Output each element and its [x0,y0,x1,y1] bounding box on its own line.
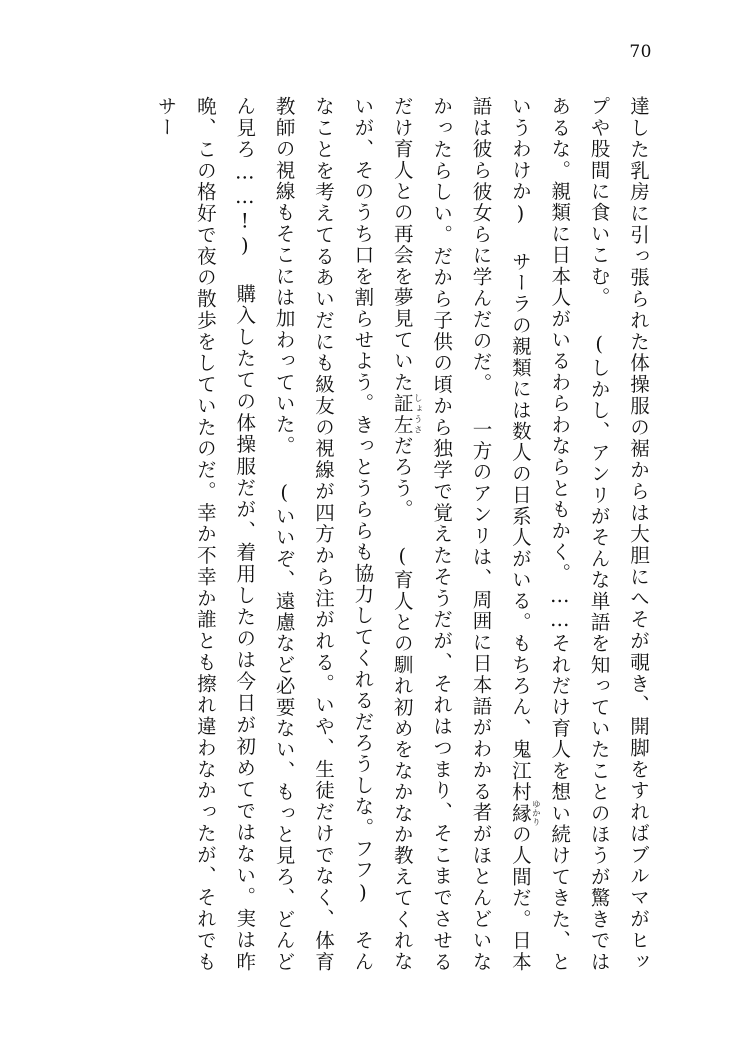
ruby-reading: しょうさ [412,392,423,435]
ruby-証左: 証左しょうさ [390,392,423,436]
page-body-text: 達した乳房に引っ張られた体操服の裾からは大胆にへそが覗き、開脚をすればブルマがヒップや股間に食いこむ。 (しかし、アンリがそんな単語を知っていたことのほうが驚きではあるな。親類に日本人がいるわらわならともかく。……それだけ育人を想い続けてきた、というわけか) サーラの親類には数人の日系人がいる。もちろん、鬼江村縁ゆかりの人間だ。日本語は彼ら彼女らに学んだのだ。 一方のアンリは、周囲に日本語がわかる者がほとんどいなかったらしい。だから子供の頃から独学で覚えたそうだが、それはつまり、そこまでさせるだけ育人との再会を夢見ていた証左しょうさだろう。 (育人との馴れ初めをなかなか教えてくれないが、そのうち口を割らせよう。きっとうららも協力してくれるだろうしな。フフ) そんなことを考えてるあいだにも級友の視線が四方から注がれる。いや、生徒だけでなく、体育教師の視線もそこには加わっていた。 (いいぞ、遠慮など必要ない、もっと見ろ、どんどん見ろ……!) 購入したての体操服だが、着用したのは今日が初めてではない。実は昨晩、この格好で夜の散歩をしていたのだ。幸か不幸か誰とも擦れ違わなかったが、それでもサー [154,96,650,972]
ruby-縁: 縁ゆかり [508,799,541,827]
page-number: 70 [629,42,652,62]
ruby-reading: ゆかり [530,799,541,827]
